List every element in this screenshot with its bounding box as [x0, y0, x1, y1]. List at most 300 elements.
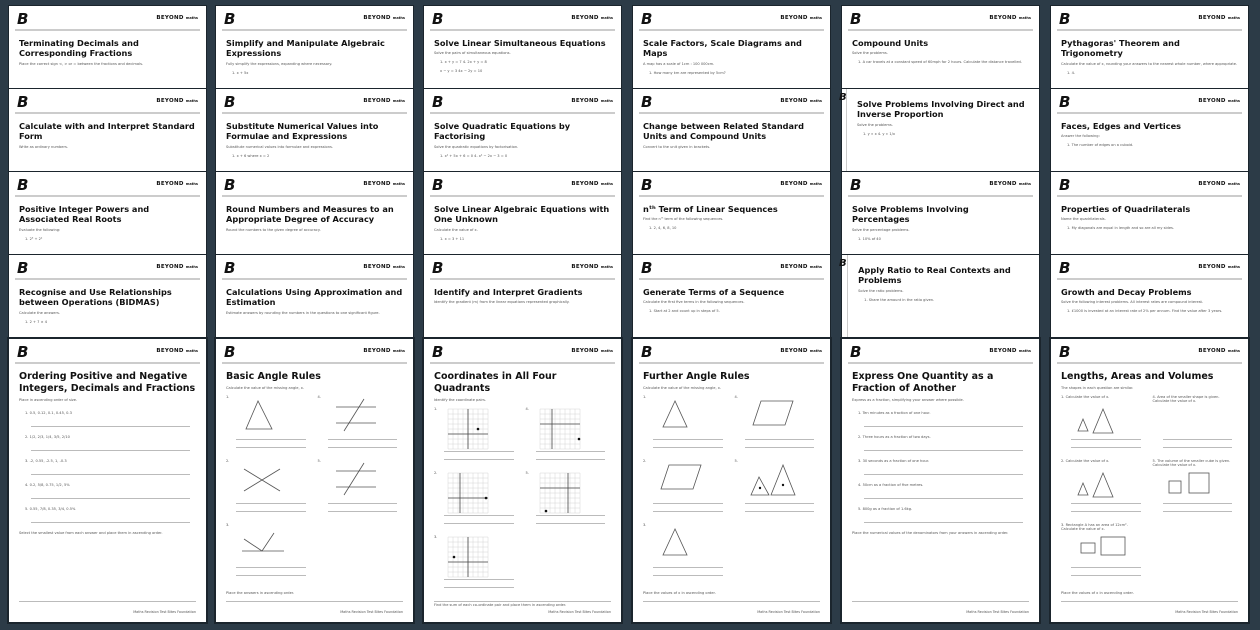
worksheet-footer: Maths Revision Test Bites Foundation	[548, 610, 611, 614]
worksheet-body	[842, 364, 1039, 536]
beyond-logo-icon: B	[850, 343, 862, 361]
answer-line	[444, 515, 514, 516]
question-text: 1. The number of edges on a cuboid.	[1067, 143, 1134, 148]
question-cell	[526, 407, 612, 467]
worksheet-title: Basic Angle Rules	[226, 371, 321, 382]
brand-title: BEYOND	[571, 181, 599, 187]
beyond-logo-icon: B	[839, 92, 847, 103]
beyond-logo-icon: B	[850, 10, 862, 28]
worksheet-title: Solve Problems Involving Percentages	[852, 204, 969, 225]
worksheet-instruction: Answer the following:	[1061, 134, 1100, 139]
brand-title: BEYOND	[780, 98, 808, 104]
beyond-logo-icon: B	[1059, 10, 1071, 28]
question-cell	[1061, 523, 1147, 583]
worksheet-instruction: Solve the percentage problems.	[852, 227, 910, 232]
question-text: 1. y ∝ x 4. y ∝ 1/x	[863, 131, 896, 136]
question-text: x − y = 3 4x − 2y = 10	[440, 69, 483, 74]
answer-line	[31, 498, 190, 499]
beyond-logo-icon: B	[432, 259, 444, 277]
worksheet-instruction: Solve the following interest problems. All interest rates are compound interest.	[1061, 300, 1204, 305]
answer-line	[236, 567, 306, 568]
brand-name	[989, 15, 1031, 21]
beyond-logo-icon: B	[641, 93, 653, 111]
worksheet-header	[15, 172, 200, 197]
answer-line	[745, 503, 815, 504]
answer-line	[864, 450, 1023, 451]
brand-name	[363, 181, 405, 187]
worksheet-preview-card[interactable]	[1050, 88, 1249, 174]
brand-name	[571, 264, 613, 270]
worksheet-preview-card[interactable]	[423, 5, 622, 91]
worksheet-body	[633, 31, 830, 76]
question-number: 4. Area of the smaller shape is given. Calculate the value of x.	[1152, 394, 1220, 403]
question-text: 3. -2, 0.55, -2.5, 1, -0.3	[25, 458, 67, 463]
brand-subtitle: maths	[809, 265, 822, 269]
worksheet-header	[430, 255, 615, 280]
worksheet-header	[639, 339, 824, 364]
question-number: 4.	[734, 394, 738, 399]
worksheet-title: nᵗʰ Term of Linear Sequences	[643, 204, 778, 214]
question-cell	[1061, 459, 1147, 519]
brand-name	[1198, 348, 1240, 354]
brand-subtitle: maths	[392, 99, 405, 103]
brand-name	[363, 98, 405, 104]
worksheet-header	[222, 6, 407, 31]
brand-name	[156, 348, 198, 354]
brand-name	[571, 181, 613, 187]
brand-name	[571, 15, 613, 21]
worksheet-title: Generate Terms of a Sequence	[643, 287, 785, 297]
question-cell	[1153, 395, 1239, 455]
question-cell	[318, 395, 404, 455]
beyond-logo-icon: B	[839, 258, 847, 269]
worksheet-full-card[interactable]	[215, 338, 414, 623]
shapes-diagram	[749, 461, 809, 501]
brand-name	[780, 181, 822, 187]
worksheet-instruction: Identify the coordinate pairs.	[434, 397, 487, 402]
worksheet-preview-card[interactable]	[841, 254, 1040, 340]
worksheet-header	[222, 89, 407, 114]
answer-line	[745, 511, 815, 512]
worksheet-body	[424, 280, 621, 305]
question-cell	[526, 471, 612, 531]
final-prompt: Place the numerical values of the denominators from your answers in ascending order.	[852, 530, 1009, 535]
brand-title: BEYOND	[780, 181, 808, 187]
worksheet-instruction: Place in ascending order of size.	[19, 397, 78, 402]
worksheet-preview-card[interactable]	[8, 254, 207, 340]
question-cell	[1061, 395, 1147, 455]
worksheet-title: Round Numbers and Measures to an Appropriate Degree of Accuracy	[226, 204, 394, 225]
beyond-logo-icon: B	[17, 176, 29, 194]
worksheet-title: Solve Problems Involving Direct and Inverse Proportion	[857, 99, 1025, 120]
answer-line	[1163, 503, 1233, 504]
brand-subtitle: maths	[600, 265, 613, 269]
answer-line	[653, 503, 723, 504]
worksheet-instruction: Substitute numerical values into formulae and expressions.	[226, 144, 334, 149]
brand-subtitle: maths	[1227, 182, 1240, 186]
beyond-logo-icon: B	[224, 10, 236, 28]
worksheet-preview-card[interactable]	[632, 5, 831, 91]
question-text: 1. A car travels at a constant speed of 60mph for 2 hours. Calculate the distance travelled.	[858, 60, 1022, 65]
final-prompt: Find the sum of each co-ordinate pair and place them in ascending order.	[434, 602, 567, 607]
beyond-logo-icon: B	[641, 343, 653, 361]
brand-title: BEYOND	[1198, 181, 1226, 187]
answer-line	[536, 523, 606, 524]
worksheet-column	[8, 5, 207, 623]
worksheet-instruction: Solve the problems.	[852, 51, 888, 56]
worksheet-header	[430, 172, 615, 197]
shapes-diagram	[657, 461, 717, 501]
worksheet-column	[423, 5, 622, 623]
answer-line	[864, 426, 1023, 427]
worksheet-preview-card[interactable]	[8, 5, 207, 91]
shapes-diagram	[657, 397, 717, 437]
worksheet-header	[639, 89, 824, 114]
answer-line	[328, 503, 398, 504]
answer-line	[864, 498, 1023, 499]
worksheet-title: Terminating Decimals and Corresponding Fractions	[19, 38, 139, 59]
worksheet-header	[15, 6, 200, 31]
worksheet-header	[639, 255, 824, 280]
worksheet-body	[9, 364, 206, 536]
worksheet-preview-card[interactable]	[423, 88, 622, 174]
worksheet-title: Ordering Positive and Negative Integers, Decimals and Fractions	[19, 371, 196, 394]
question-text: 1. Start at 2 and count up in steps of 5.	[649, 309, 720, 314]
worksheet-footer: Maths Revision Test Bites Foundation	[340, 610, 403, 614]
worksheet-instruction: Solve the pairs of simultaneous equations.	[434, 51, 511, 56]
brand-name	[780, 348, 822, 354]
worksheet-full-card[interactable]	[8, 338, 207, 623]
question-text: 1. My diagonals are equal in length and so are all my sides.	[1067, 226, 1175, 231]
worksheet-preview-card[interactable]	[215, 171, 414, 257]
worksheet-header	[15, 255, 200, 280]
question-number: 5. The volume of the smaller cube is given. Calculate the value of x.	[1152, 458, 1231, 467]
question-grid	[643, 395, 820, 583]
worksheet-footer: Maths Revision Test Bites Foundation	[133, 610, 196, 614]
worksheet-title: Solve Quadratic Equations by Factorising	[434, 121, 571, 142]
worksheet-preview-card[interactable]	[1050, 254, 1249, 340]
worksheet-title: Calculate with and Interpret Standard Form	[19, 121, 195, 142]
beyond-logo-icon: B	[641, 176, 653, 194]
answer-line	[31, 426, 190, 427]
brand-subtitle: maths	[1018, 16, 1031, 20]
worksheet-title: Simplify and Manipulate Algebraic Expressions	[226, 38, 385, 59]
worksheet-header	[1057, 255, 1242, 280]
brand-subtitle: maths	[392, 349, 405, 353]
brand-name	[156, 264, 198, 270]
grids-diagram	[448, 537, 508, 577]
worksheet-body	[1051, 31, 1248, 76]
question-grid	[1061, 395, 1238, 583]
question-text: 2. 1/2, 2/3, 1/4, 3/5, 2/10	[25, 434, 70, 439]
brand-name	[156, 15, 198, 21]
worksheet-body	[9, 31, 206, 67]
question-text: 5. 800g as a fraction of 1.6kg.	[858, 506, 913, 511]
answer-line	[653, 511, 723, 512]
beyond-logo-icon: B	[1059, 176, 1071, 194]
worksheet-instruction: Calculate the value of the missing angle, x.	[226, 385, 305, 390]
worksheet-column	[215, 5, 414, 623]
question-number: 1.	[226, 394, 230, 399]
beyond-logo-icon: B	[17, 343, 29, 361]
worksheet-side-layout	[839, 255, 1039, 339]
final-answer-line	[643, 601, 820, 602]
question-cell	[226, 523, 312, 583]
question-text: 1. 4.	[1067, 70, 1075, 75]
question-grid	[226, 395, 403, 583]
beyond-logo-icon: B	[1059, 259, 1071, 277]
worksheet-body	[9, 197, 206, 242]
worksheet-title: Recognise and Use Relationships between Operations (BIDMAS)	[19, 287, 172, 308]
worksheet-title: Identify and Interpret Gradients	[434, 287, 583, 297]
brand-subtitle: maths	[1227, 99, 1240, 103]
worksheet-instruction: Calculate the first five terms in the following sequences.	[643, 300, 745, 305]
question-text: 1. 10% of 40	[858, 236, 881, 241]
answer-line	[31, 474, 190, 475]
beyond-logo-icon: B	[224, 176, 236, 194]
grids-diagram	[448, 409, 508, 449]
answer-line	[536, 515, 606, 516]
brand-subtitle: maths	[1227, 349, 1240, 353]
brand-subtitle: maths	[185, 182, 198, 186]
final-answer-line	[226, 601, 403, 602]
brand-subtitle: maths	[1018, 182, 1031, 186]
answer-line	[444, 523, 514, 524]
worksheet-preview-card[interactable]	[841, 171, 1040, 257]
answer-line	[444, 587, 514, 588]
angles-diagram	[332, 397, 392, 437]
brand-name	[989, 348, 1031, 354]
question-text: 1. 0.5, 0.12, 0.1, 0.45, 0.3	[25, 410, 72, 415]
worksheet-instruction: Find the nᵗʰ term of the following sequences.	[643, 217, 724, 222]
worksheet-header	[430, 89, 615, 114]
beyond-logo-icon: B	[641, 10, 653, 28]
worksheet-title: Substitute Numerical Values into Formulae and Expressions	[226, 121, 379, 142]
brand-title: BEYOND	[363, 98, 391, 104]
answer-line	[236, 439, 306, 440]
worksheet-body	[633, 280, 830, 314]
beyond-logo-icon: B	[1059, 93, 1071, 111]
worksheet-side-layout	[839, 89, 1039, 173]
brand-name	[1198, 181, 1240, 187]
worksheet-instruction: Solve the ratio problems.	[858, 288, 904, 293]
worksheet-preview-card[interactable]	[215, 5, 414, 91]
worksheet-title: Further Angle Rules	[643, 371, 750, 382]
brand-name	[571, 98, 613, 104]
question-number: 3.	[643, 522, 647, 527]
answer-line	[1163, 439, 1233, 440]
worksheet-instruction: Calculate the value of the missing angle, x.	[643, 385, 722, 390]
question-text: 1. x² + 5x + 6 = 0 4. x² − 2x − 3 = 0	[440, 153, 508, 158]
worksheet-body	[424, 197, 621, 242]
worksheet-full-card[interactable]	[632, 338, 831, 623]
question-text: 5. 0.55, 7/8, 0.35, 3/4, 0.5%	[25, 506, 76, 511]
brand-title: BEYOND	[571, 15, 599, 21]
worksheet-header	[15, 339, 200, 364]
worksheet-header	[430, 339, 615, 364]
brand-title: BEYOND	[1198, 264, 1226, 270]
brand-title: BEYOND	[989, 181, 1017, 187]
angles-diagram	[240, 397, 300, 437]
answer-line	[236, 511, 306, 512]
question-number: 4.	[317, 394, 321, 399]
brand-subtitle: maths	[809, 349, 822, 353]
brand-name	[363, 348, 405, 354]
worksheet-column	[632, 5, 831, 623]
worksheet-title: Compound Units	[852, 38, 929, 48]
question-number: 4.	[525, 406, 529, 411]
worksheet-preview-card[interactable]	[423, 171, 622, 257]
brand-name	[989, 181, 1031, 187]
worksheet-header	[848, 6, 1033, 31]
worksheet-body	[216, 114, 413, 159]
brand-subtitle: maths	[392, 16, 405, 20]
brand-title: BEYOND	[989, 15, 1017, 21]
worksheet-instruction: Calculate the value of x, rounding your answers to the nearest whole number, where appropriate.	[1061, 61, 1238, 66]
question-number: 2.	[434, 470, 438, 475]
worksheet-full-card[interactable]	[1050, 338, 1249, 623]
brand-subtitle: maths	[809, 99, 822, 103]
answer-line	[328, 511, 398, 512]
worksheet-preview-card[interactable]	[632, 88, 831, 174]
worksheet-body	[216, 197, 413, 233]
question-cell	[226, 459, 312, 519]
brand-subtitle: maths	[185, 349, 198, 353]
worksheet-preview-card[interactable]	[8, 88, 207, 174]
question-text: 4. 0.2, 5/8, 0.75, 1/2, 5%	[25, 482, 70, 487]
grids-diagram	[540, 409, 600, 449]
worksheet-instruction: Estimate answers by rounding the numbers in the questions to one significant figure.	[226, 310, 380, 315]
question-cell	[643, 459, 729, 519]
worksheet-instruction: Solve the problems.	[857, 122, 893, 127]
worksheet-title: Positive Integer Powers and Associated Real Roots	[19, 204, 150, 225]
brand-title: BEYOND	[156, 181, 184, 187]
beyond-logo-icon: B	[17, 259, 29, 277]
question-number: 1.	[434, 406, 438, 411]
worksheet-preview-card[interactable]	[1050, 171, 1249, 257]
brand-title: BEYOND	[363, 348, 391, 354]
worksheet-preview-card[interactable]	[215, 254, 414, 340]
question-number: 2.	[643, 458, 647, 463]
brand-name	[1198, 264, 1240, 270]
answer-line	[444, 579, 514, 580]
brand-name	[363, 15, 405, 21]
question-text: 1. x + 6 where x = 2	[232, 153, 270, 158]
question-cell	[643, 395, 729, 455]
worksheet-header	[848, 172, 1033, 197]
worksheet-column	[841, 5, 1040, 623]
worksheet-preview-card[interactable]	[632, 171, 831, 257]
worksheet-header	[222, 255, 407, 280]
question-cell	[735, 395, 821, 455]
final-prompt: Place the answers in ascending order.	[226, 590, 295, 595]
brand-title: BEYOND	[989, 348, 1017, 354]
worksheet-body	[9, 280, 206, 325]
answer-line	[328, 439, 398, 440]
worksheet-instruction: Name the quadrilaterals.	[1061, 217, 1106, 222]
worksheet-instruction: Calculate the value of x.	[434, 227, 478, 232]
worksheet-footer: Maths Revision Test Bites Foundation	[757, 610, 820, 614]
worksheet-full-card[interactable]	[423, 338, 622, 623]
question-number: 1.	[643, 394, 647, 399]
shapes-diagram	[657, 525, 717, 565]
worksheet-instruction: Write as ordinary numbers.	[19, 144, 69, 149]
answer-line	[536, 451, 606, 452]
question-number: 2. Calculate the value of x.	[1061, 458, 1110, 463]
worksheet-preview-card[interactable]	[8, 171, 207, 257]
question-number: 5.	[317, 458, 321, 463]
worksheet-preview-card[interactable]	[1050, 5, 1249, 91]
brand-title: BEYOND	[156, 98, 184, 104]
answer-line	[1071, 447, 1141, 448]
answer-line	[653, 575, 723, 576]
question-cell	[434, 471, 520, 531]
worksheet-body	[633, 197, 830, 231]
question-text: 1. 2 + 7 × 4	[25, 319, 48, 324]
question-text: 1. 2³ + 2²	[25, 236, 43, 241]
worksheet-column	[1050, 5, 1249, 623]
answer-line	[444, 451, 514, 452]
worksheet-preview-card[interactable]	[841, 5, 1040, 91]
worksheet-preview-card[interactable]	[215, 88, 414, 174]
worksheet-body	[424, 364, 621, 608]
question-cell	[434, 407, 520, 467]
worksheet-body	[1051, 114, 1248, 148]
worksheet-body	[842, 197, 1039, 242]
question-text: 1. Ten minutes as a fraction of one hour.	[858, 410, 931, 415]
brand-name	[156, 98, 198, 104]
answer-line	[31, 450, 190, 451]
worksheet-title: Apply Ratio to Real Contexts and Problems	[858, 265, 1011, 286]
brand-title: BEYOND	[1198, 98, 1226, 104]
beyond-logo-icon: B	[641, 259, 653, 277]
question-cell	[226, 395, 312, 455]
final-answer-line	[1061, 601, 1238, 602]
worksheet-preview-card[interactable]	[632, 254, 831, 340]
brand-name	[363, 264, 405, 270]
worksheet-footer: Maths Revision Test Bites Foundation	[1175, 610, 1238, 614]
worksheet-preview-card[interactable]	[841, 88, 1040, 174]
brand-subtitle: maths	[1227, 16, 1240, 20]
brand-subtitle: maths	[600, 182, 613, 186]
brand-title: BEYOND	[780, 15, 808, 21]
final-prompt: Select the smallest value from each answer and place them in ascending order.	[19, 530, 163, 535]
final-prompt: Place the values of x in ascending order.	[643, 590, 716, 595]
brand-name	[1198, 98, 1240, 104]
answer-line	[444, 459, 514, 460]
question-number: 1. Calculate the value of x.	[1061, 394, 1110, 399]
final-prompt: Place the values of x in ascending order.	[1061, 590, 1134, 595]
worksheet-title: Growth and Decay Problems	[1061, 287, 1192, 297]
question-text: 1. £1000 is invested at an interest rate of 2% per annum. Find the value after 3 years.	[1067, 309, 1223, 314]
worksheet-preview-card[interactable]	[423, 254, 622, 340]
answer-line	[1163, 511, 1233, 512]
worksheet-instruction: A map has a scale of 1cm : 100 000cm.	[643, 61, 715, 66]
angles-diagram	[240, 525, 300, 565]
final-answer-line	[852, 601, 1029, 602]
worksheet-full-card[interactable]	[841, 338, 1040, 623]
worksheet-instruction: Identify the gradient (m) from the linear equations represented graphically.	[434, 300, 570, 305]
worksheet-body	[424, 114, 621, 159]
answer-line	[745, 447, 815, 448]
worksheet-title: Coordinates in All Four Quadrants	[434, 371, 557, 394]
brand-title: BEYOND	[1198, 348, 1226, 354]
worksheet-title: Pythagoras' Theorem and Trigonometry	[1061, 38, 1180, 59]
beyond-logo-icon: B	[432, 343, 444, 361]
brand-title: BEYOND	[571, 348, 599, 354]
worksheet-side-strip	[839, 255, 848, 339]
brand-title: BEYOND	[571, 264, 599, 270]
